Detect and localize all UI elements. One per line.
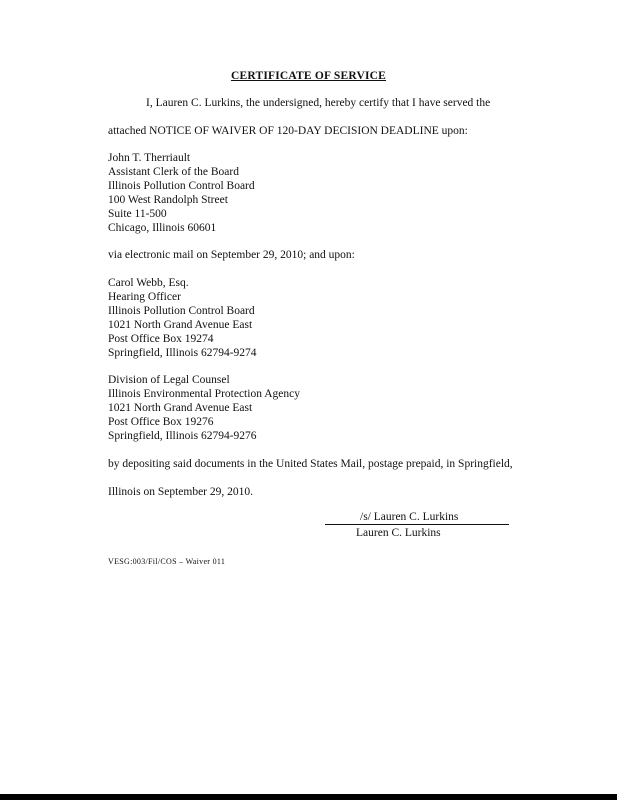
recipient-address-1 [108,152,255,236]
via-electronic-mail-text: via electronic mail on September 29, 2010; and upon: [108,249,355,261]
depositing-statement: by depositing said documents in the United States Mail, postage prepaid, in Springfield, [108,458,513,470]
scan-edge-bar [0,794,617,800]
intro-line-1: I, Lauren C. Lurkins, the undersigned, hereby certify that I have served the [146,97,491,109]
recipient-address-2 [108,277,257,361]
recipient-2-line: 1021 North Grand Avenue East [108,319,253,331]
recipient-3-line: Division of Legal Counsel [108,374,230,386]
recipient-1-line: John T. Therriault [108,152,191,164]
recipient-2-line: Illinois Pollution Control Board [108,305,255,317]
recipient-1-line: 100 West Randolph Street [108,194,228,206]
recipient-3-line: Illinois Environmental Protection Agency [108,388,300,400]
recipient-2-line: Hearing Officer [108,291,181,303]
recipient-address-3 [108,374,300,444]
recipient-3-line: Post Office Box 19276 [108,416,214,428]
service-date-statement: Illinois on September 29, 2010. [108,486,254,498]
recipient-1-line: Assistant Clerk of the Board [108,166,239,178]
electronic-signature: /s/ Lauren C. Lurkins [360,511,459,523]
certificate-title: CERTIFICATE OF SERVICE [230,70,387,82]
recipient-1-line: Suite 11-500 [108,208,167,220]
recipient-2-line: Post Office Box 19274 [108,333,214,345]
recipient-1-line: Illinois Pollution Control Board [108,180,255,192]
recipient-1-line: Chicago, Illinois 60601 [108,222,217,234]
recipient-2-line: Springfield, Illinois 62794-9274 [108,347,257,359]
intro-line-2: attached NOTICE OF WAIVER OF 120-DAY DECISION DEADLINE upon: [108,125,468,137]
document-reference-code: VESG:003/Fil/COS – Waiver 011 [108,557,226,566]
signature-line [325,524,509,525]
recipient-3-line: Springfield, Illinois 62794-9276 [108,430,257,442]
recipient-2-line: Carol Webb, Esq. [108,277,189,289]
signatory-name: Lauren C. Lurkins [356,527,441,539]
recipient-3-line: 1021 North Grand Avenue East [108,402,253,414]
